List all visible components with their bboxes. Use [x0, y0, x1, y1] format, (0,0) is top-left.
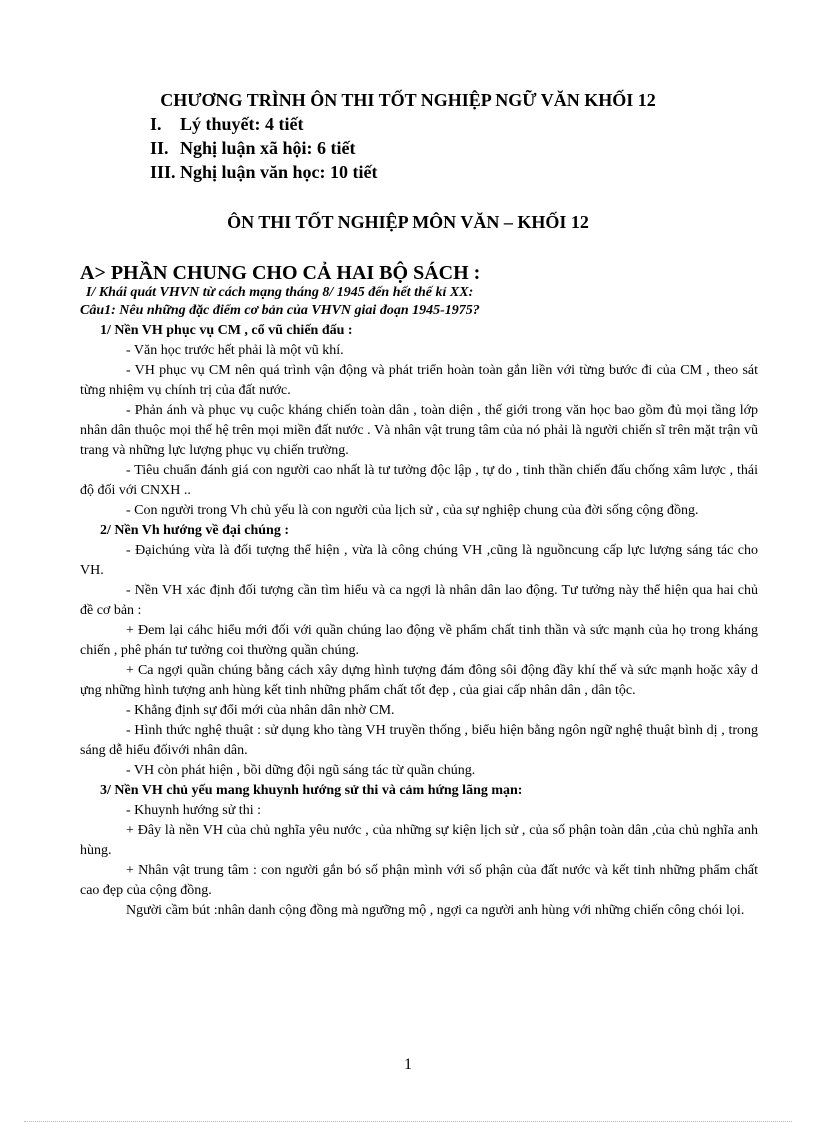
toc-item-1 [150, 114, 303, 135]
paragraph: + Đây là nền VH của chủ nghĩa yêu nước , của những sự kiện lịch sử , của số phận toàn dân ,của chủ nghĩa anh hùng. [80, 823, 758, 858]
paragraph: - Nền VH xác định đối tượng cần tìm hiểu và ca ngợi là nhân dân lao động. Tư tưởng này thể hiện qua hai chủ đề cơ bản : [80, 583, 758, 618]
paragraph: - Đạichúng vừa là đối tượng thể hiện , vừa là công chúng VH ,cũng là nguồncung cấp lực lượng sáng tác cho VH. [80, 543, 758, 578]
paragraph: - VH phục vụ CM nên quá trình vận động và phát triển hoàn toàn gắn liền với từng bước đi của CM , theo sát từng nhiệm vụ chính trị của đất nước. [80, 363, 758, 398]
paragraph: - Hình thức nghệ thuật : sử dụng kho tàng VH truyền thống , biểu hiện bằng ngôn ngữ nghệ thuật bình dị , trong sáng dễ hiểu đốivới nhân dân. [80, 723, 758, 758]
toc-number: II. [150, 138, 169, 158]
page-number: 1 [404, 1056, 412, 1073]
paragraph: - Phản ánh và phục vụ cuộc kháng chiến toàn dân , toàn diện , thế giới trong văn học bao gồm đủ mọi tầng lớp nhân dân thuộc mọi thế hệ trên mọi miền đất nước . Và nhân vật trung tâm của nó phải là người chiến sĩ trên mặt trận vũ trang và những lực lượng phục vụ chiến trường. [80, 403, 758, 458]
toc-text: Nghị luận xã hội: 6 tiết [180, 138, 356, 158]
toc-text: Nghị luận văn học: 10 tiết [180, 162, 378, 182]
subheading-3: 3/ Nền VH chủ yếu mang khuynh hướng sử thi và cảm hứng lãng mạn: [100, 783, 523, 798]
paragraph: - Văn học trước hết phải là một vũ khí. [126, 343, 344, 358]
toc-item-3 [150, 162, 378, 183]
toc-number: III. [150, 162, 176, 182]
toc-item-2 [150, 138, 356, 159]
part-heading: I/ Khái quát VHVN từ cách mạng tháng 8/ 1945 đến hết thế kỉ XX: [86, 285, 474, 300]
document-body [80, 321, 758, 921]
paragraph: - Khuynh hướng sử thi : [126, 803, 261, 818]
paragraph: + Nhân vật trung tâm : con người gắn bó số phận mình với số phận của đất nước và kết tinh những phẩm chất cao đẹp của cộng đồng. [80, 863, 758, 898]
paragraph: - Tiêu chuẩn đánh giá con người cao nhất là tư tưởng độc lập , tự do , tinh thần chiến đấu chống xâm lược , thái độ đối với CNXH .. [80, 463, 758, 498]
paragraph: Người cầm bút :nhân danh cộng đồng mà ngưỡng mộ , ngợi ca người anh hùng với những chiến công chói lọi. [126, 903, 745, 918]
paragraph: + Đem lại cáhc hiểu mới đối với quần chúng lao động về phẩm chất tinh thần và sức mạnh của họ trong kháng chiến , phê phán tư tưởng coi thường quần chúng. [80, 623, 758, 658]
question-heading: Câu1: Nêu những đặc điểm cơ bản của VHVN giai đoạn 1945-1975? [80, 303, 480, 318]
document-subtitle: ÔN THI TỐT NGHIỆP MÔN VĂN – KHỐI 12 [227, 212, 589, 232]
section-heading: A> PHẦN CHUNG CHO CẢ HAI BỘ SÁCH : [80, 262, 481, 284]
paragraph: + Ca ngợi quần chúng bằng cách xây dựng hình tượng đám đông sôi động đầy khí thế và sức mạnh hoặc xây d ựng những hình tượng anh hùng kết tinh những phẩm chất tốt đẹp , của giai cấp nhân dân , dân tộc. [80, 663, 758, 698]
paragraph: - VH còn phát hiện , bồi dững đội ngũ sáng tác từ quần chúng. [126, 763, 476, 778]
paragraph: - Con người trong Vh chủ yếu là con người của lịch sử , của sự nghiệp chung của đời sống cộng đồng. [126, 503, 699, 518]
toc-number: I. [150, 114, 162, 134]
subheading-1: 1/ Nền VH phục vụ CM , cổ vũ chiến đấu : [100, 323, 353, 338]
paragraph: - Khẳng định sự đổi mới của nhân dân nhờ CM. [126, 703, 395, 718]
subheading-2: 2/ Nền Vh hướng về đại chúng : [100, 523, 289, 538]
document-title: CHƯƠNG TRÌNH ÔN THI TỐT NGHIỆP NGỮ VĂN KHỐI 12 [160, 90, 656, 110]
page-bottom-divider [24, 1121, 792, 1122]
toc-text: Lý thuyết: 4 tiết [180, 114, 304, 134]
